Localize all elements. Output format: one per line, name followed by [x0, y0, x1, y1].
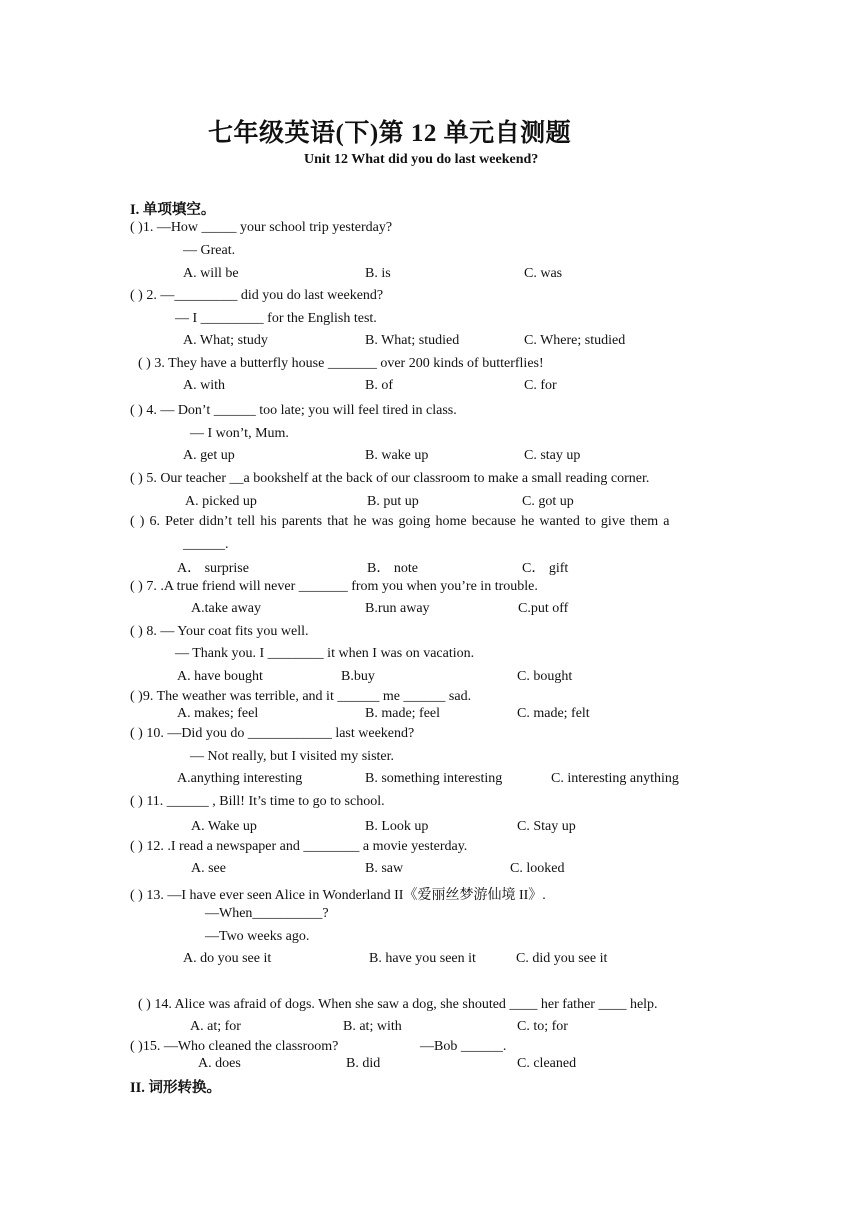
option-a: A. Wake up	[191, 819, 257, 834]
option-a: A. makes; feel	[177, 706, 259, 721]
option-a: A. see	[191, 861, 226, 876]
option-b: B. something interesting	[365, 771, 503, 786]
question-reply: — Not really, but I visited my sister.	[190, 749, 395, 764]
question-stem-continued: ______.	[183, 537, 229, 552]
option-a: A. picked up	[185, 494, 257, 509]
question-reply: —Two weeks ago.	[205, 929, 310, 944]
option-b: B. wake up	[365, 448, 429, 463]
option-c: C. made; felt	[517, 706, 590, 721]
question-stem: ( ) 5. Our teacher __a bookshelf at the back of our classroom to make a small reading corner.	[130, 471, 650, 486]
option-c: C. looked	[510, 861, 565, 876]
option-c: C. Stay up	[517, 819, 576, 834]
option-a: A. at; for	[190, 1019, 241, 1034]
question-stem: ( ) 7. .A true friend will never _______ from you when you’re in trouble.	[130, 579, 538, 594]
question-stem: ( ) 14. Alice was afraid of dogs. When she saw a dog, she shouted ____ her father ____ help.	[138, 997, 658, 1012]
option-c: C.put off	[518, 601, 569, 616]
option-a: A. have bought	[177, 669, 263, 684]
section-heading-1: I. 单项填空。	[130, 202, 216, 218]
option-b: B. saw	[365, 861, 404, 876]
option-c: C. bought	[517, 669, 573, 684]
option-a: A.anything interesting	[177, 771, 303, 786]
option-c: C. stay up	[524, 448, 581, 463]
option-b: B. of	[365, 378, 393, 393]
question-stem: ( )1. —How _____ your school trip yesterday?	[130, 220, 393, 235]
option-a: A. What; study	[183, 333, 268, 348]
question-stem: ( ) 12. .I read a newspaper and ________ a movie yesterday.	[130, 839, 468, 854]
page-subtitle: Unit 12 What did you do last weekend?	[304, 152, 539, 167]
question-reply: — Great.	[183, 243, 236, 258]
option-c: C. Where; studied	[524, 333, 626, 348]
question-reply: — Thank you. I ________ it when I was on vacation.	[175, 646, 475, 661]
option-b: B. have you seen it	[369, 951, 476, 966]
question-stem: ( ) 6. Peter didn’t tell his parents that he was going home because he wanted to give them a	[130, 514, 670, 529]
question-reply: — I won’t, Mum.	[190, 426, 289, 441]
option-a: A. will be	[183, 266, 239, 281]
question-reply: — I _________ for the English test.	[175, 311, 377, 326]
question-reply: —Bob ______.	[420, 1039, 507, 1054]
question-reply: —When__________?	[205, 906, 329, 921]
option-a: A. get up	[183, 448, 235, 463]
option-b: B.run away	[365, 601, 430, 616]
option-c: C． gift	[522, 561, 569, 576]
option-a: A.take away	[191, 601, 261, 616]
option-a: A. do you see it	[183, 951, 272, 966]
option-b: B. is	[365, 266, 391, 281]
option-a: A. does	[198, 1056, 241, 1071]
option-c: C. for	[524, 378, 557, 393]
option-c: C. to; for	[517, 1019, 568, 1034]
option-c: C. did you see it	[516, 951, 608, 966]
question-stem: ( )9. The weather was terrible, and it ______ me ______ sad.	[130, 689, 472, 704]
option-a: A. with	[183, 378, 225, 393]
page-title: 七年级英语(下)第 12 单元自测题	[208, 120, 572, 147]
question-stem: ( ) 11. ______ , Bill! It’s time to go to school.	[130, 794, 385, 809]
option-c: C. interesting anything	[551, 771, 679, 786]
option-c: C. cleaned	[517, 1056, 577, 1071]
option-b: B. at; with	[343, 1019, 402, 1034]
option-b: B. made; feel	[365, 706, 441, 721]
option-b: B. Look up	[365, 819, 429, 834]
option-c: C. got up	[522, 494, 574, 509]
question-stem: ( ) 2. —_________ did you do last weekend?	[130, 288, 384, 303]
question-stem: ( )15. —Who cleaned the classroom?	[130, 1039, 339, 1054]
option-c: C. was	[524, 266, 563, 281]
option-a: A． surprise	[177, 561, 249, 576]
question-stem: ( ) 13. —I have ever seen Alice in Wonderland II《爱丽丝梦游仙境 II》.	[130, 888, 546, 903]
question-stem: ( ) 8. — Your coat fits you well.	[130, 624, 309, 639]
option-b: B.buy	[341, 669, 375, 684]
question-stem: ( ) 3. They have a butterfly house _______ over 200 kinds of butterflies!	[138, 356, 544, 371]
option-b: B. What; studied	[365, 333, 460, 348]
question-stem: ( ) 10. —Did you do ____________ last weekend?	[130, 726, 415, 741]
option-b: B． note	[367, 561, 418, 576]
section-heading-2: II. 词形转换。	[130, 1080, 222, 1096]
option-b: B. put up	[367, 494, 419, 509]
option-b: B. did	[346, 1056, 381, 1071]
question-stem: ( ) 4. — Don’t ______ too late; you will feel tired in class.	[130, 403, 457, 418]
